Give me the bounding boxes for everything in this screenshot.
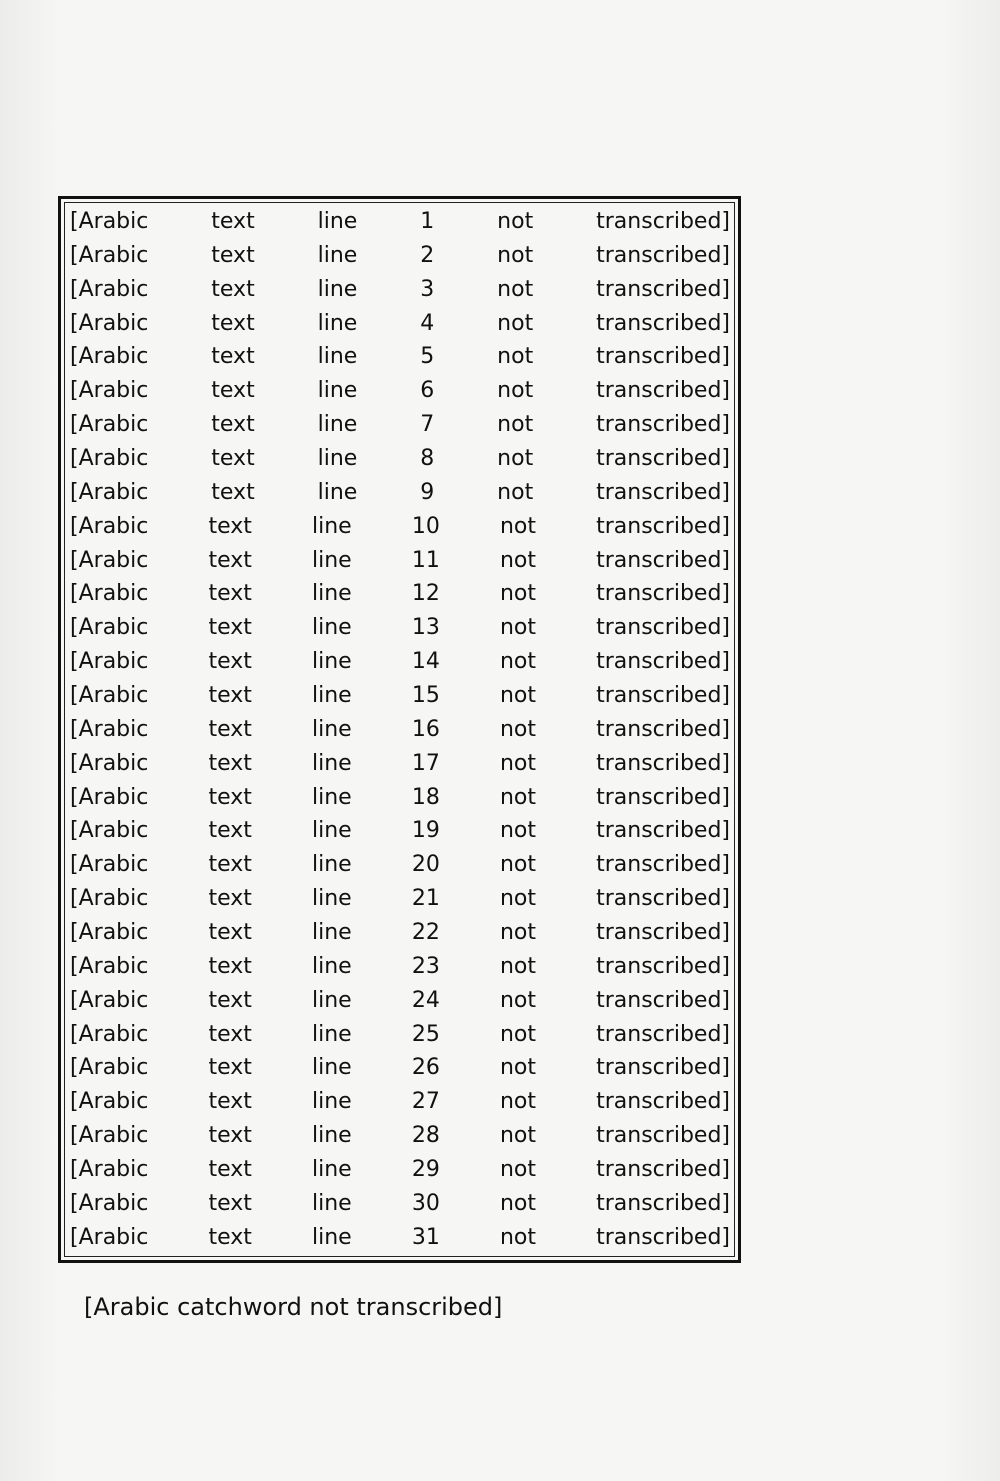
text-line: [Arabic text line 17 not transcribed]: [70, 750, 730, 776]
text-line: [Arabic text line 23 not transcribed]: [70, 953, 730, 979]
text-line: [Arabic text line 24 not transcribed]: [70, 987, 730, 1013]
text-line: [Arabic text line 10 not transcribed]: [70, 513, 730, 539]
text-line: [Arabic text line 29 not transcribed]: [70, 1157, 730, 1183]
text-line: [Arabic text line 15 not transcribed]: [70, 683, 730, 709]
text-line: [Arabic text line 19 not transcribed]: [70, 818, 730, 844]
text-line: [Arabic text line 8 not transcribed]: [70, 446, 730, 472]
text-line: [Arabic text line 6 not transcribed]: [70, 378, 730, 404]
text-line: [Arabic text line 13 not transcribed]: [70, 615, 730, 641]
text-line: [Arabic text line 27 not transcribed]: [70, 1089, 730, 1115]
text-line: [Arabic text line 11 not transcribed]: [70, 547, 730, 573]
text-line: [Arabic text line 12 not transcribed]: [70, 581, 730, 607]
text-line: [Arabic text line 2 not transcribed]: [70, 242, 730, 268]
text-line: [Arabic text line 30 not transcribed]: [70, 1190, 730, 1216]
text-line: [Arabic text line 4 not transcribed]: [70, 310, 730, 336]
text-line: [Arabic text line 31 not transcribed]: [70, 1224, 730, 1250]
text-line: [Arabic text line 7 not transcribed]: [70, 412, 730, 438]
text-line: [Arabic text line 16 not transcribed]: [70, 716, 730, 742]
text-line: [Arabic text line 20 not transcribed]: [70, 852, 730, 878]
text-line: [Arabic text line 26 not transcribed]: [70, 1055, 730, 1081]
text-line: [Arabic text line 28 not transcribed]: [70, 1123, 730, 1149]
manuscript-text-block: [70, 206, 730, 1254]
text-line: [Arabic text line 3 not transcribed]: [70, 276, 730, 302]
text-line: [Arabic text line 1 not transcribed]: [70, 209, 730, 234]
text-line: [Arabic text line 22 not transcribed]: [70, 920, 730, 946]
text-line: [Arabic text line 21 not transcribed]: [70, 886, 730, 912]
catchword: [Arabic catchword not transcribed]: [84, 1293, 503, 1321]
text-line: [Arabic text line 5 not transcribed]: [70, 344, 730, 370]
text-line: [Arabic text line 9 not transcribed]: [70, 479, 730, 505]
text-line: [Arabic text line 25 not transcribed]: [70, 1021, 730, 1047]
text-line: [Arabic text line 18 not transcribed]: [70, 784, 730, 810]
text-line: [Arabic text line 14 not transcribed]: [70, 649, 730, 675]
